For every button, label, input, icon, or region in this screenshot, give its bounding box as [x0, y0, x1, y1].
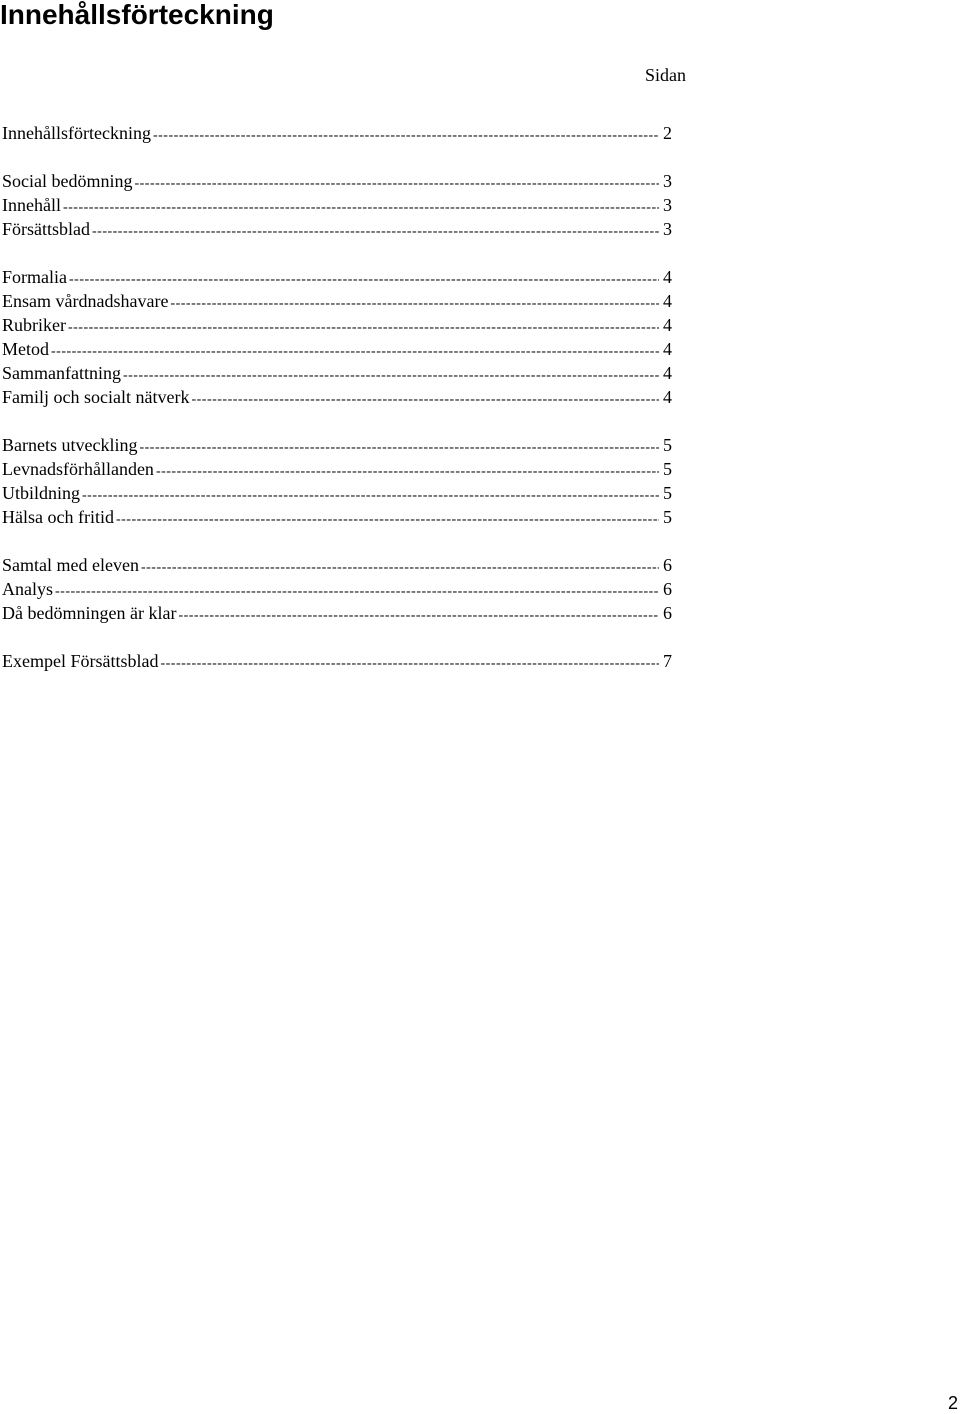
dot-leader — [141, 556, 659, 577]
page-column-label: Sidan — [645, 65, 687, 85]
dot-leader — [92, 220, 659, 241]
dot-leader — [139, 436, 659, 457]
dot-leader — [68, 316, 659, 337]
toc-entry-page: 7 — [663, 651, 672, 671]
toc-entry-page: 3 — [663, 171, 672, 191]
toc-entry-page: 6 — [663, 555, 672, 575]
toc-entry-page: 4 — [663, 291, 672, 311]
toc-entry-label: Ensam vårdnadshavare — [2, 291, 169, 311]
toc-entry-label: Formalia — [2, 267, 67, 287]
toc-entry-page: 4 — [663, 387, 672, 407]
toc-entry — [2, 313, 672, 337]
toc-entry-page: 5 — [663, 483, 672, 503]
toc-group — [2, 265, 672, 409]
toc-entry-label: Samtal med eleven — [2, 555, 139, 575]
toc-entry-page: 6 — [663, 579, 672, 599]
toc-entry-label: Exempel Försättsblad — [2, 651, 159, 671]
toc-entry-page: 5 — [663, 459, 672, 479]
toc-entry-label: Familj och socialt nätverk — [2, 387, 190, 407]
dot-leader — [153, 124, 659, 145]
toc-entry — [2, 649, 672, 673]
toc-entry-page: 4 — [663, 363, 672, 383]
dot-leader — [160, 652, 659, 673]
toc-group — [2, 121, 672, 145]
toc-entry-label: Analys — [2, 579, 53, 599]
toc-group — [2, 553, 672, 625]
toc-entry — [2, 361, 672, 385]
toc-entry-label: Då bedömningen är klar — [2, 603, 177, 623]
dot-leader — [51, 340, 659, 361]
toc-entry-label: Innehåll — [2, 195, 61, 215]
dot-leader — [156, 460, 659, 481]
dot-leader — [191, 388, 659, 409]
toc-entry — [2, 121, 672, 145]
toc-entry — [2, 217, 672, 241]
toc-entry-page: 5 — [663, 435, 672, 455]
dot-leader — [123, 364, 659, 385]
toc-entry — [2, 265, 672, 289]
toc-entry-page: 5 — [663, 507, 672, 527]
toc-entry-page: 4 — [663, 315, 672, 335]
toc-entry-label: Metod — [2, 339, 49, 359]
toc-entry-page: 6 — [663, 603, 672, 623]
toc-entry-label: Hälsa och fritid — [2, 507, 114, 527]
toc-entry — [2, 193, 672, 217]
toc-entry-page: 2 — [663, 123, 672, 143]
dot-leader — [63, 196, 659, 217]
toc-entry-page: 4 — [663, 267, 672, 287]
toc-entry-label: Innehållsförteckning — [2, 123, 151, 143]
page-title: Innehållsförteckning — [0, 0, 274, 30]
toc-entry — [2, 601, 672, 625]
dot-leader — [178, 604, 659, 625]
toc-entry — [2, 337, 672, 361]
dot-leader — [134, 172, 659, 193]
toc-entry — [2, 505, 672, 529]
toc-entry-page: 3 — [663, 195, 672, 215]
toc-entry — [2, 385, 672, 409]
page-number: 2 — [947, 1393, 958, 1413]
toc-group — [2, 169, 672, 241]
dot-leader — [170, 292, 659, 313]
dot-leader — [69, 268, 659, 289]
toc-entry-label: Utbildning — [2, 483, 81, 503]
toc-entry-label: Barnets utveckling — [2, 435, 138, 455]
toc-entry — [2, 289, 672, 313]
toc-entry-label: Försättsblad — [2, 219, 90, 239]
toc-entry-label: Levnadsförhållanden — [2, 459, 154, 479]
toc-entry — [2, 577, 672, 601]
toc-entry — [2, 553, 672, 577]
dot-leader — [55, 580, 659, 601]
toc-entry-page: 4 — [663, 339, 672, 359]
toc-group — [2, 649, 672, 673]
toc-entry — [2, 457, 672, 481]
toc-entry-page: 3 — [663, 219, 672, 239]
toc-entry-label: Rubriker — [2, 315, 66, 335]
dot-leader — [116, 508, 659, 529]
toc-entry-label: Social bedömning — [2, 171, 133, 191]
dot-leader — [82, 484, 659, 505]
toc-entry — [2, 433, 672, 457]
toc-entry — [2, 481, 672, 505]
toc-entry — [2, 169, 672, 193]
toc-group — [2, 433, 672, 529]
toc-entry-label: Sammanfattning — [2, 363, 121, 383]
table-of-contents — [2, 121, 672, 697]
